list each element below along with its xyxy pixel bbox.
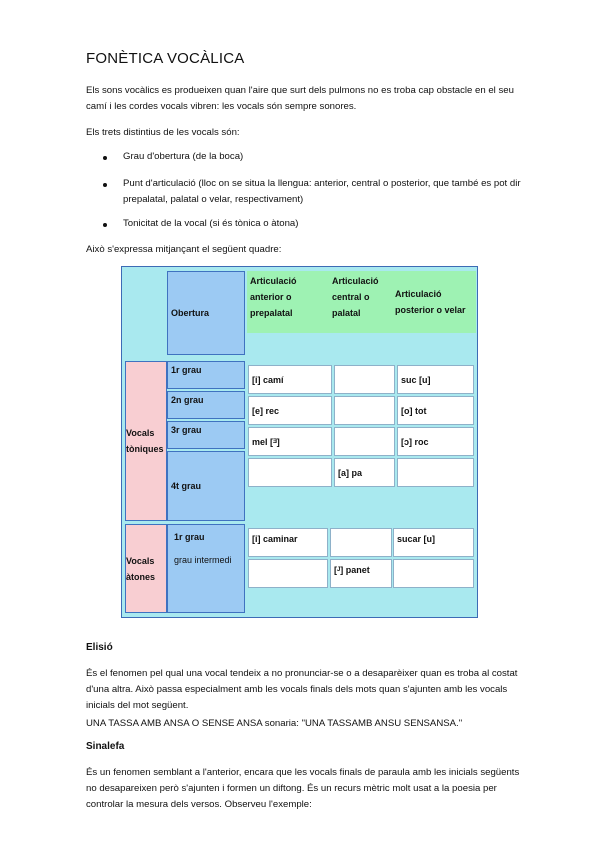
vowel-cell bbox=[248, 559, 328, 588]
elisio-heading: Elisió bbox=[86, 642, 113, 653]
grau-cell: 4t grau bbox=[167, 451, 245, 521]
grau-cell: 3r grau bbox=[167, 421, 245, 449]
vowel-cell: sucar [u] bbox=[393, 528, 474, 557]
vowel-cell: suc [u] bbox=[397, 365, 474, 394]
vowel-cell bbox=[248, 458, 332, 487]
tonic-label: Vocals tòniques bbox=[125, 361, 167, 521]
header-central: Articulació central o palatal bbox=[329, 271, 392, 333]
grau-cell: 1r grau bbox=[167, 361, 245, 389]
vowel-cell: [a] pa bbox=[334, 458, 395, 487]
vowel-cell bbox=[334, 365, 395, 394]
bullet-dot bbox=[103, 183, 107, 187]
bullet-item: Punt d'articulació (lloc on se situa la llengua: anterior, central o posterior, que també es pot dir prepalatal, palatal o velar, respectivament) bbox=[123, 178, 521, 205]
vowel-cell: [e] rec bbox=[248, 396, 332, 425]
vowel-cell: [i] camí bbox=[248, 365, 332, 394]
header-posterior: Articulació posterior o velar bbox=[392, 271, 476, 333]
bullet-dot bbox=[103, 223, 107, 227]
header-opening: Obertura bbox=[167, 271, 245, 355]
grau-cell bbox=[167, 524, 245, 613]
example-line: UNA TASSA AMB ANSA O SENSE ANSA sonaria: "UNA TASSAMB ANSU SENSANSA." bbox=[86, 718, 463, 729]
sinalefa-heading: Sinalefa bbox=[86, 741, 125, 752]
vowel-cell bbox=[334, 427, 395, 456]
table-intro: Això s'expressa mitjançant el següent quadre: bbox=[86, 244, 282, 255]
bullet-item: Grau d'obertura (de la boca) bbox=[123, 151, 244, 162]
elisio-paragraph: És el fenomen pel qual una vocal tendeix a no pronunciar-se o a desaparèixer quan es troba al costat d'una altra. Això passa especialment amb les vocals finals dels mots quan s'ajunten amb les vocals inicials del mot següent. bbox=[86, 668, 518, 711]
vowel-cell: [ᴐ] roc bbox=[397, 427, 474, 456]
bullet-dot bbox=[103, 156, 107, 160]
intro-paragraph: Els sons vocàlics es produeixen quan l'aire que surt dels pulmons no es troba cap obstacle en el seu camí i les cordes vocals vibren: les vocals són sempre sonores. bbox=[86, 85, 514, 112]
vowel-cell: [o] tot bbox=[397, 396, 474, 425]
bullet-item: Tonicitat de la vocal (si és tònica o àtona) bbox=[123, 218, 299, 229]
atonic-label: Vocals àtones bbox=[125, 524, 167, 613]
vowel-cell bbox=[334, 396, 395, 425]
vowel-cell: [ᴶ] panet bbox=[330, 559, 392, 588]
header-anterior: Articulació anterior o prepalatal bbox=[247, 271, 329, 333]
grau-cell: 2n grau bbox=[167, 391, 245, 419]
atonic-grau-intermediate: grau intermedi bbox=[174, 555, 232, 565]
vowel-cell bbox=[397, 458, 474, 487]
vowel-cell: mel [ᴲ] bbox=[248, 427, 332, 456]
atonic-grau-1: 1r grau bbox=[174, 532, 205, 542]
vowel-table bbox=[121, 266, 478, 618]
page-title: FONÈTICA VOCÀLICA bbox=[86, 50, 245, 67]
vowel-cell: [i] caminar bbox=[248, 528, 328, 557]
vowel-cell bbox=[393, 559, 474, 588]
traits-heading: Els trets distintius de les vocals són: bbox=[86, 127, 240, 138]
sinalefa-paragraph: És un fenomen semblant a l'anterior, encara que les vocals finals de paraula amb les inicials següents no desapareixen però s'ajunten i formen un diftong. És un recurs mètric molt usat a la poesia per controlar la mesura dels versos. Observeu l'exemple: bbox=[86, 767, 520, 810]
vowel-cell bbox=[330, 528, 392, 557]
